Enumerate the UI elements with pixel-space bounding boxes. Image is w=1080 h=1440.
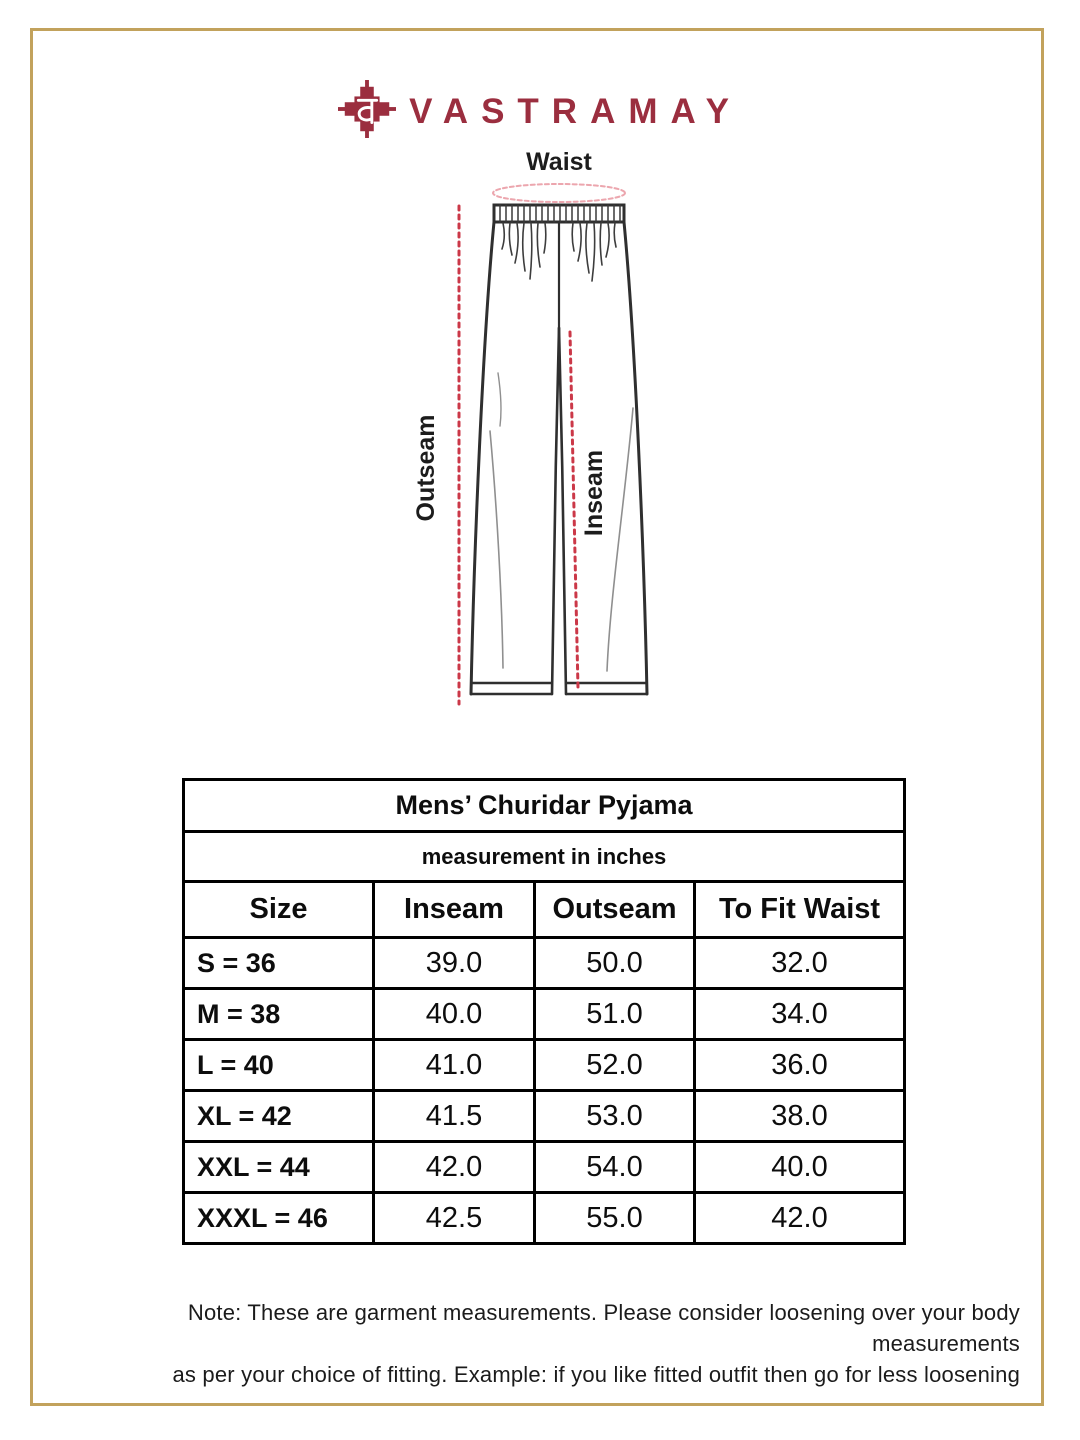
size-cell: M = 38 xyxy=(184,989,374,1040)
size-chart-table xyxy=(182,778,906,1245)
waistband xyxy=(494,205,624,222)
vastramay-logo-icon xyxy=(338,80,396,138)
waist-cell: 40.0 xyxy=(695,1142,905,1193)
left-leg-outer-edge xyxy=(471,222,494,694)
waist-cell: 34.0 xyxy=(695,989,905,1040)
pyjama-measurement-diagram xyxy=(405,148,715,748)
right-leg-inner-edge xyxy=(559,328,566,694)
outseam-cell: 50.0 xyxy=(535,938,695,989)
inseam-cell: 39.0 xyxy=(374,938,535,989)
waist-cell: 32.0 xyxy=(695,938,905,989)
size-cell: XXL = 44 xyxy=(184,1142,374,1193)
waist-label: Waist xyxy=(526,148,592,176)
outseam-cell: 52.0 xyxy=(535,1040,695,1091)
table-row xyxy=(184,1040,905,1091)
left-leg-inner-edge xyxy=(552,328,559,694)
measurement-note xyxy=(40,1297,1020,1390)
left-leg-wrinkle xyxy=(490,431,503,668)
table-row xyxy=(184,1142,905,1193)
size-cell: L = 40 xyxy=(184,1040,374,1091)
column-header-to-fit-waist: To Fit Waist xyxy=(695,882,905,938)
note-line-1: Note: These are garment measurements. Please consider loosening over your body measurements xyxy=(187,1300,1020,1356)
table-title: Mens’ Churidar Pyjama xyxy=(184,780,905,832)
size-cell: XXXL = 46 xyxy=(184,1193,374,1244)
waist-cell: 42.0 xyxy=(695,1193,905,1244)
note-line-2: as per your choice of fitting. Example: if you like fitted outfit then go for less loosening xyxy=(172,1362,1020,1387)
outseam-cell: 51.0 xyxy=(535,989,695,1040)
inseam-label: Inseam xyxy=(580,449,608,537)
outseam-cell: 53.0 xyxy=(535,1091,695,1142)
inseam-cell: 42.0 xyxy=(374,1142,535,1193)
outseam-cell: 55.0 xyxy=(535,1193,695,1244)
inseam-dashed-line xyxy=(570,332,578,688)
small-wrinkle xyxy=(498,373,501,426)
size-cell: XL = 42 xyxy=(184,1091,374,1142)
column-header-inseam: Inseam xyxy=(374,882,535,938)
inseam-cell: 42.5 xyxy=(374,1193,535,1244)
waist-cell: 36.0 xyxy=(695,1040,905,1091)
inseam-cell: 40.0 xyxy=(374,989,535,1040)
brand-logo xyxy=(0,80,1080,138)
left-leg-hem xyxy=(471,683,552,694)
table-row xyxy=(184,938,905,989)
table-row xyxy=(184,1193,905,1244)
column-header-outseam: Outseam xyxy=(535,882,695,938)
waist-cell: 38.0 xyxy=(695,1091,905,1142)
inseam-cell: 41.5 xyxy=(374,1091,535,1142)
waistband-ribbing xyxy=(500,205,620,222)
waist-ellipse xyxy=(493,184,625,202)
table-header-row xyxy=(184,882,905,938)
table-row xyxy=(184,989,905,1040)
brand-name: VASTRAMAY xyxy=(409,91,742,131)
right-leg-wrinkle xyxy=(607,408,633,671)
outseam-cell: 54.0 xyxy=(535,1142,695,1193)
pyjama-line-drawing xyxy=(405,148,715,748)
table-unit-note: measurement in inches xyxy=(184,832,905,882)
inseam-cell: 41.0 xyxy=(374,1040,535,1091)
size-cell: S = 36 xyxy=(184,938,374,989)
column-header-size: Size xyxy=(184,882,374,938)
table-row xyxy=(184,1091,905,1142)
outseam-label: Outseam xyxy=(412,414,440,522)
